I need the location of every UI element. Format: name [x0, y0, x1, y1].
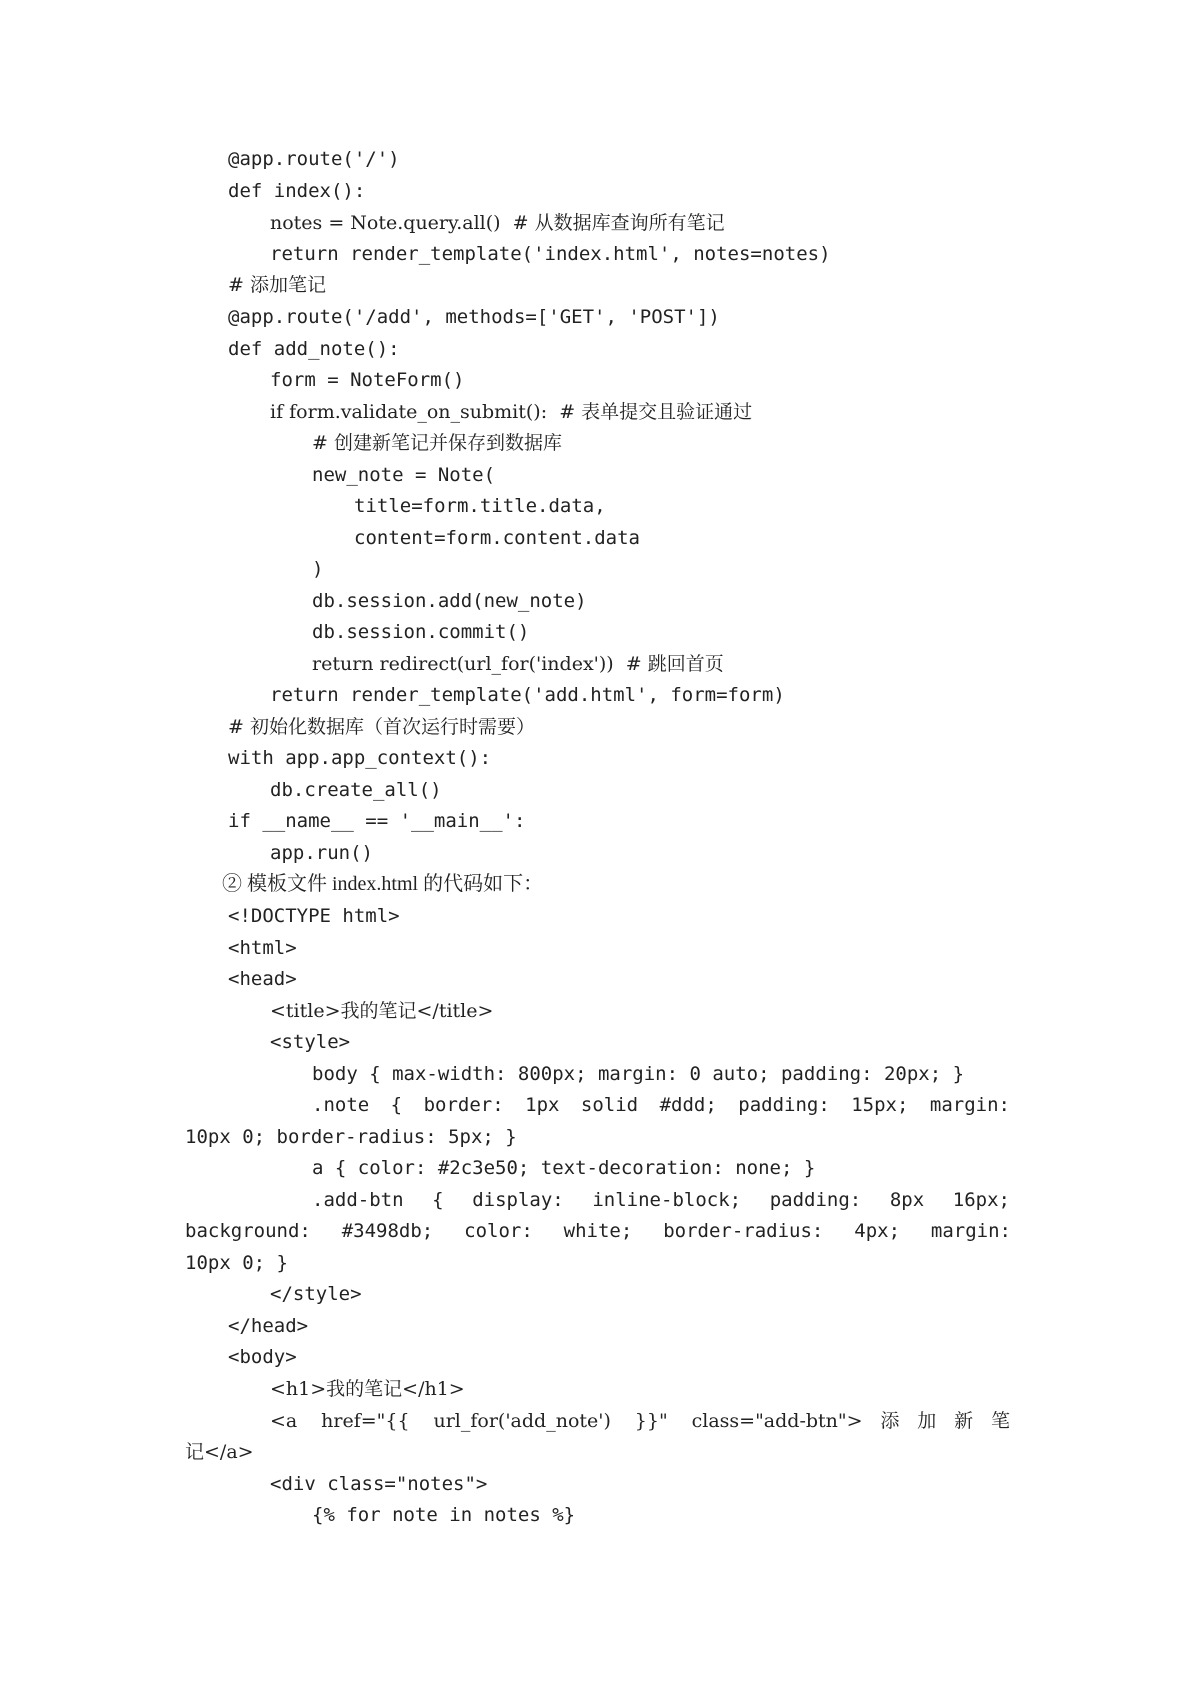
code-line: 记</a>	[185, 1441, 254, 1463]
code-line: <title>我的笔记</title>	[270, 1000, 494, 1022]
code-line: content=form.content.data	[354, 527, 640, 549]
code-line: return render_template('add.html', form=form)	[270, 684, 785, 706]
code-comment-line: # 添加笔记	[228, 274, 326, 296]
code-comment-line: # 初始化数据库（首次运行时需要）	[228, 716, 535, 738]
code-line: <body>	[228, 1346, 297, 1368]
code-line: )	[312, 558, 324, 580]
code-line: <a href="{{ url_for('add_note') }}" class="add-btn">添加新笔	[270, 1410, 1010, 1432]
code-line: @app.route('/add', methods=['GET', 'POST'])	[228, 306, 720, 328]
code-line: def index():	[228, 180, 366, 202]
code-line: background: #3498db; color: white; border-radius: 4px; margin:	[185, 1220, 1011, 1242]
code-line: db.session.commit()	[312, 621, 530, 643]
code-line: if form.validate_on_submit(): # 表单提交且验证通过	[270, 401, 753, 423]
code-comment-line: # 创建新笔记并保存到数据库	[312, 432, 562, 454]
code-line: </head>	[228, 1315, 309, 1337]
code-line: a { color: #2c3e50; text-decoration: none; }	[312, 1157, 816, 1179]
code-line: title=form.title.data,	[354, 495, 606, 517]
code-line: .add-btn { display: inline-block; padding: 8px 16px;	[312, 1189, 1010, 1211]
section-caption: ② 模板文件 index.html 的代码如下：	[222, 873, 544, 895]
code-line: <!DOCTYPE html>	[228, 905, 400, 927]
code-line: <head>	[228, 968, 297, 990]
code-line: .note { border: 1px solid #ddd; padding: 15px; margin:	[312, 1094, 1010, 1116]
code-line: def add_note():	[228, 338, 400, 360]
code-line: <div class="notes">	[270, 1473, 488, 1495]
code-line: app.run()	[270, 842, 373, 864]
code-line: new_note = Note(	[312, 464, 496, 486]
code-line: return render_template('index.html', notes=notes)	[270, 243, 831, 265]
code-line: if __name__ == '__main__':	[228, 810, 526, 832]
code-line: with app.app_context():	[228, 747, 492, 769]
code-line: </style>	[270, 1283, 362, 1305]
code-line: <style>	[270, 1031, 351, 1053]
code-line: db.create_all()	[270, 779, 442, 801]
code-line: <html>	[228, 937, 297, 959]
code-line: form = NoteForm()	[270, 369, 465, 391]
code-line: return redirect(url_for('index')) # 跳回首页	[312, 653, 724, 675]
code-line: <h1>我的笔记</h1>	[270, 1378, 465, 1400]
code-line: 10px 0; border-radius: 5px; }	[185, 1126, 517, 1148]
code-line: db.session.add(new_note)	[312, 590, 587, 612]
code-line: body { max-width: 800px; margin: 0 auto; padding: 20px; }	[312, 1063, 965, 1085]
code-line: notes = Note.query.all() # 从数据库查询所有笔记	[270, 212, 725, 234]
code-line: 10px 0; }	[185, 1252, 288, 1274]
code-line: @app.route('/')	[228, 148, 400, 170]
code-line: {% for note in notes %}	[312, 1504, 576, 1526]
